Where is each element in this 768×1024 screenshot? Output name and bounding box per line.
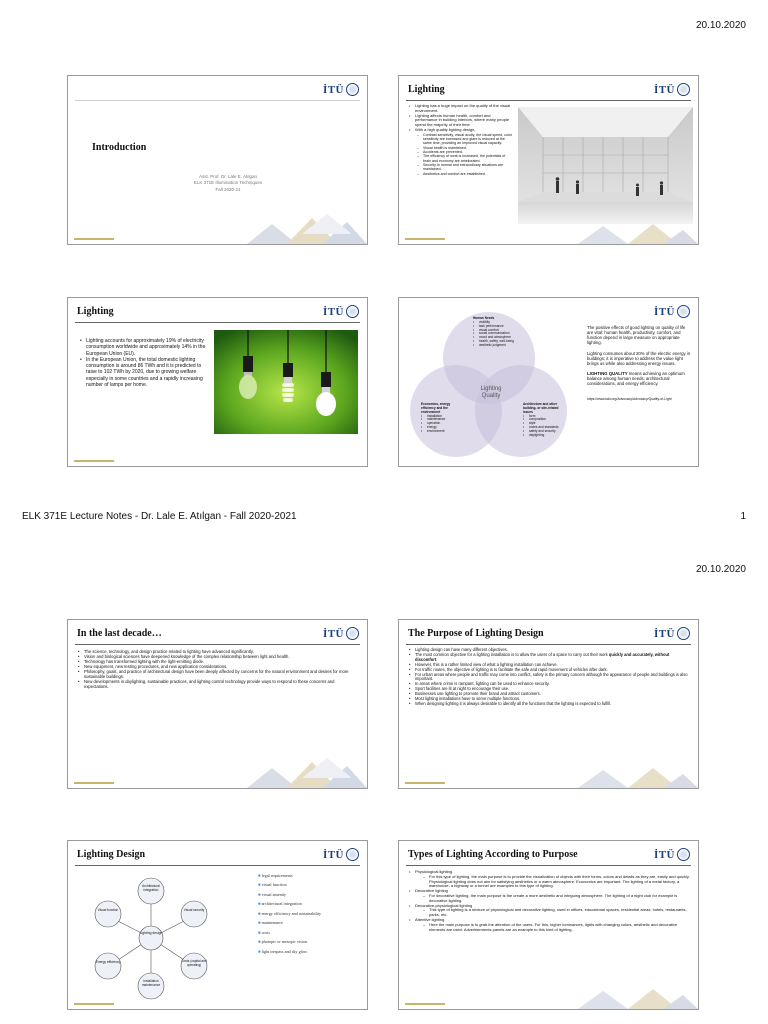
slide-lighting-quality: [398, 297, 699, 467]
seal-icon: [346, 83, 359, 96]
author: Asst. Prof. Dr. Lale E. Atılgan: [198, 174, 258, 179]
bullet: • Lighting accounts for approximately 19% of electricity consumption worldwide and approximately 14% in the European Union (EU).: [80, 338, 208, 357]
venn-item: • safety and security: [523, 430, 565, 434]
design-criterion: ■ architectural integration: [258, 901, 302, 907]
page-date: 20.10.2020: [695, 564, 746, 575]
diagram-node-label: Installation maintenance: [141, 979, 161, 987]
slide-title: Introduction: [92, 142, 147, 153]
quality-paragraph: Lighting consumes about 20% of the electric energy in buildings; it is imperative to address the value light brings us while also addressing energy issues.: [587, 350, 691, 366]
bullet: • In areas where crime is rampant, lighting can be used to enhance security.: [409, 682, 691, 687]
itu-logo: İTÜ: [323, 305, 359, 318]
diagram-node-label: Costs (capital and operating): [181, 959, 207, 967]
bullet: • New equipment, new testing procedures, and new application considerations.: [78, 664, 358, 669]
diagram-hub-label: Lighting design: [139, 931, 163, 935]
seal-icon: [677, 305, 690, 318]
decorative-pattern: [558, 204, 698, 244]
design-criterion: ■ maintenance: [258, 920, 283, 926]
bullet: • When designing lighting it is always desirable to identify all the functions that the lighting is expected to fulfill.: [409, 702, 691, 707]
seal-icon: [346, 848, 359, 861]
page-footer: [22, 511, 746, 522]
sub-bullet: – The efficiency of work is increased, the potentials of brain and economy are ameliorated.: [417, 154, 514, 163]
decorative-pattern: [227, 204, 367, 244]
course: ELK 371E Illumination Techniques: [193, 180, 263, 186]
venn-center-label: Quality: [481, 393, 501, 400]
page-date: 20.10.2020: [695, 20, 746, 31]
bullet: • However, this is a rather limited view of what a lighting installation can achieve.: [409, 663, 691, 668]
page-number: 1: [740, 511, 746, 522]
design-criterion: ■ costs: [258, 929, 270, 935]
itu-logo: İTÜ: [654, 848, 690, 861]
seal-icon: [346, 627, 359, 640]
venn-item: • social communication: [473, 332, 523, 336]
slide-purpose-of-lighting-design: [398, 619, 699, 789]
sub-bullet: – Visual health is maintained.: [417, 146, 514, 150]
venn-left-title: Economics, energy efficiency and the environment: [421, 402, 451, 414]
lighting-type: • Attentive lighting – Here the main purpose is to grab the attention of the users. For this, higher luminances, lights with changing colors, aesthetic and decorative elements are used. Advertisements panels are an example to this kind of lighting.: [409, 918, 691, 932]
venn-item: • aesthetic judgment: [473, 344, 523, 348]
design-criterion: ■ photopic or mesopic vision: [258, 939, 308, 945]
slide-title: Lighting: [408, 84, 445, 95]
venn-item: • maintenance: [421, 418, 465, 422]
term: Fall 2020-21: [215, 186, 241, 192]
slide-introduction: [67, 75, 368, 245]
lighting-type: • Decorative-physiological lighting – This type of lighting is a mixture of physiological and decorative lighting, used in offices, educational spaces, residential areas, hotels, restaurants, parks, etc.: [409, 904, 691, 918]
lighting-type-description: – Here the main purpose is to grab the attention of the users. For this, higher luminances, lights with changing colors, aesthetic and decorative elements are used. Advertisements panels are an example to this kind of lighting.: [423, 923, 691, 933]
decorative-pattern: [227, 748, 367, 788]
venn-item: • composition: [523, 418, 565, 422]
bullet: • Sport facilities are lit at night to encourage their use.: [409, 687, 691, 692]
design-criterion: ■ legal requirements: [258, 873, 293, 878]
bullet-text: The most common objective for a lighting installation is to allow the users of a space to carry out their work: [415, 651, 609, 657]
seal-icon: [677, 848, 690, 861]
footer-text: ELK 371E Lecture Notes - Dr. Lale E. Atılgan - Fall 2020-2021: [22, 511, 297, 522]
design-criterion: ■ energy efficiency and sustainability: [258, 910, 322, 916]
itu-logo: İTÜ: [323, 627, 359, 640]
decorative-pattern: [558, 748, 698, 788]
bullet: • In the European Union, the total domestic lighting consumption is around 86 TWh and it is predicted to raise to 102 TWh by 2020, due to growing welfare especially in some countries and a rapidly increasing number of lamps per home.: [80, 357, 208, 388]
slide-title: The Purpose of Lighting Design: [408, 628, 544, 639]
bullet: • For urban areas where people and traffic may come into conflict, safety is the primary concern although the appearance of people and buildings is also important.: [409, 673, 691, 683]
slide-last-decade: [67, 619, 368, 789]
venn-item: • operation: [421, 422, 465, 426]
sub-bullet: – Aesthetics and comfort are established.: [417, 172, 514, 176]
quality-paragraph: means achieving an optimum balance among human needs, architectural considerations, and energy efficiency.: [587, 371, 685, 387]
slide-title: Types of Lighting According to Purpose: [408, 849, 578, 860]
slide-title: Lighting Design: [77, 849, 146, 860]
design-criterion: ■ light trespass and sky glow.: [258, 948, 308, 954]
bullet: • Lighting has a huge impact on the quality of the visual environment.: [409, 104, 514, 114]
bullet: • Philosophy, goals, and practice of architectural design have been deeply affected by concerns for the natural environment and desires for more sustainable buildings.: [78, 669, 358, 679]
diagram-node-label: Visual function: [97, 908, 119, 912]
venn-item: • form: [523, 415, 565, 419]
slide-lighting-consumption: [67, 297, 368, 467]
bullet: • Lighting affects human health, comfort and performance in building interiors, where many people spend the majority of their time.: [409, 114, 514, 128]
lighting-type-description: – This type of lighting is a mixture of physiological and decorative lighting, used in offices, educational spaces, residential areas, hotels, restaurants, parks, etc.: [423, 908, 691, 918]
decorative-pattern: [558, 969, 698, 1009]
bullet: • Businesses use lighting to promote their brand and attract customers.: [409, 692, 691, 697]
sub-bullet: – Security in normal and extraordinary situations are maintained.: [417, 163, 514, 172]
light-bulbs-photo: [214, 330, 358, 434]
bullet: • New developments in daylighting, sustainable practices, and lighting control technology provide ways to respond to these concerns and expectations.: [78, 679, 358, 689]
source-url: https://www.iald.org/Advocacy/Advocacy/Quality-of-Light: [587, 396, 672, 401]
sub-bullet: – Accidents are prevented.: [417, 150, 514, 154]
lighting-type: • Physiological lighting – For this type of lighting, the main purpose is to provide the visualization of objects with their forms, colors and details as they are, easily and quickly. Physiological lighting does not aim for satisfying aesthetics or a warm atmosphere. Economics are important. The lighting of a metal factory, a warehouse, a highway or a tunnel are examples to this type of lighting.: [409, 870, 691, 889]
slide-lighting-design: [67, 840, 368, 1010]
sub-bullet: – Contrast sensitivity, visual acuity, the visual speed, color sensitivity are increased and glare is reduced at the same time, providing an improved visual capacity.: [417, 133, 514, 146]
diagram-node-label: Energy efficiency: [95, 960, 121, 964]
itu-logo: İTÜ: [323, 83, 359, 96]
diagram-node-label: Architectural integration: [142, 884, 160, 892]
bullet: • Vision and biological sciences have deepened knowledge of the complex relationship between light and health.: [78, 654, 358, 659]
venn-right-title: Architecture and other building- or site-related issues: [523, 402, 559, 414]
bullet: • Most lighting installations have to serve multiple functions.: [409, 697, 691, 702]
venn-item: • environment: [421, 430, 465, 434]
venn-item: • health, safety, well-being: [473, 340, 523, 344]
seal-icon: [677, 83, 690, 96]
lighting-type: • Decorative lighting – For decorative lighting, the main purpose is the create a more aesthetic and intriguing atmosphere. The lighting of a night club for example is decorative lighting.: [409, 889, 691, 903]
venn-item: • energy: [421, 426, 465, 430]
bullet: • Technology has transformed lighting with the light-emitting diode.: [78, 659, 358, 664]
seal-icon: [346, 305, 359, 318]
design-criterion: ■ visual amenity: [258, 891, 287, 897]
bullet: • The science, technology, and design practice related to lighting have advanced significantly.: [78, 649, 358, 654]
venn-item: • style: [523, 422, 565, 426]
venn-item: • mood and atmosphere: [473, 336, 523, 340]
lighting-type-description: – For decorative lighting, the main purpose is the create a more aesthetic and intriguing atmosphere. The lighting of a night club for example is decorative lighting.: [423, 894, 691, 904]
venn-item: • codes and standards: [523, 426, 565, 430]
venn-item: • installation: [421, 415, 465, 419]
slide-title: In the last decade…: [77, 628, 162, 639]
slide-types-of-lighting: [398, 840, 699, 1010]
itu-logo: İTÜ: [323, 848, 359, 861]
design-criterion: ■ visual function: [258, 882, 287, 888]
itu-logo: İTÜ: [654, 627, 690, 640]
bullet: • With a high quality lighting design,: [409, 128, 514, 133]
venn-item: • task performance: [473, 325, 523, 329]
itu-logo: İTÜ: [654, 305, 690, 318]
bullet-emphasis: quickly and accurately, without discomfort: [415, 651, 670, 662]
slide-lighting-impact: [398, 75, 699, 245]
quality-term: LIGHTING QUALITY: [587, 371, 628, 377]
venn-item: • visual comfort: [473, 329, 523, 333]
quality-paragraph: The positive effects of good lighting on quality of life are vital: human health, productivity, comfort, and function depend in large measure on appropriate lighting.: [587, 325, 686, 346]
itu-logo: İTÜ: [654, 83, 690, 96]
bullet: • For traffic routes, the objective of lighting is to facilitate the safe and rapid movement of vehicles after dark.: [409, 668, 691, 673]
diagram-node-label: Visual security: [183, 908, 205, 912]
bullet: • Lighting design can have many different objectives.: [409, 648, 691, 653]
seal-icon: [677, 627, 690, 640]
venn-item: • daylighting: [523, 434, 565, 438]
venn-center-label: Lighting: [480, 386, 502, 392]
venn-item: • visibility: [473, 321, 523, 325]
bullet-text: .: [436, 656, 438, 662]
venn-top-title: Human Needs: [473, 316, 495, 320]
slide-title: Lighting: [77, 306, 114, 317]
lighting-type-description: – For this type of lighting, the main purpose is to provide the visualization of objects with their forms, colors and details as they are, easily and quickly. Physiological lighting does not aim for satisfying aesthetics or a warm atmosphere. Economics are important. The lighting of a metal factory, a warehouse, a highway or a tunnel are examples to this type of lighting.: [423, 875, 691, 889]
